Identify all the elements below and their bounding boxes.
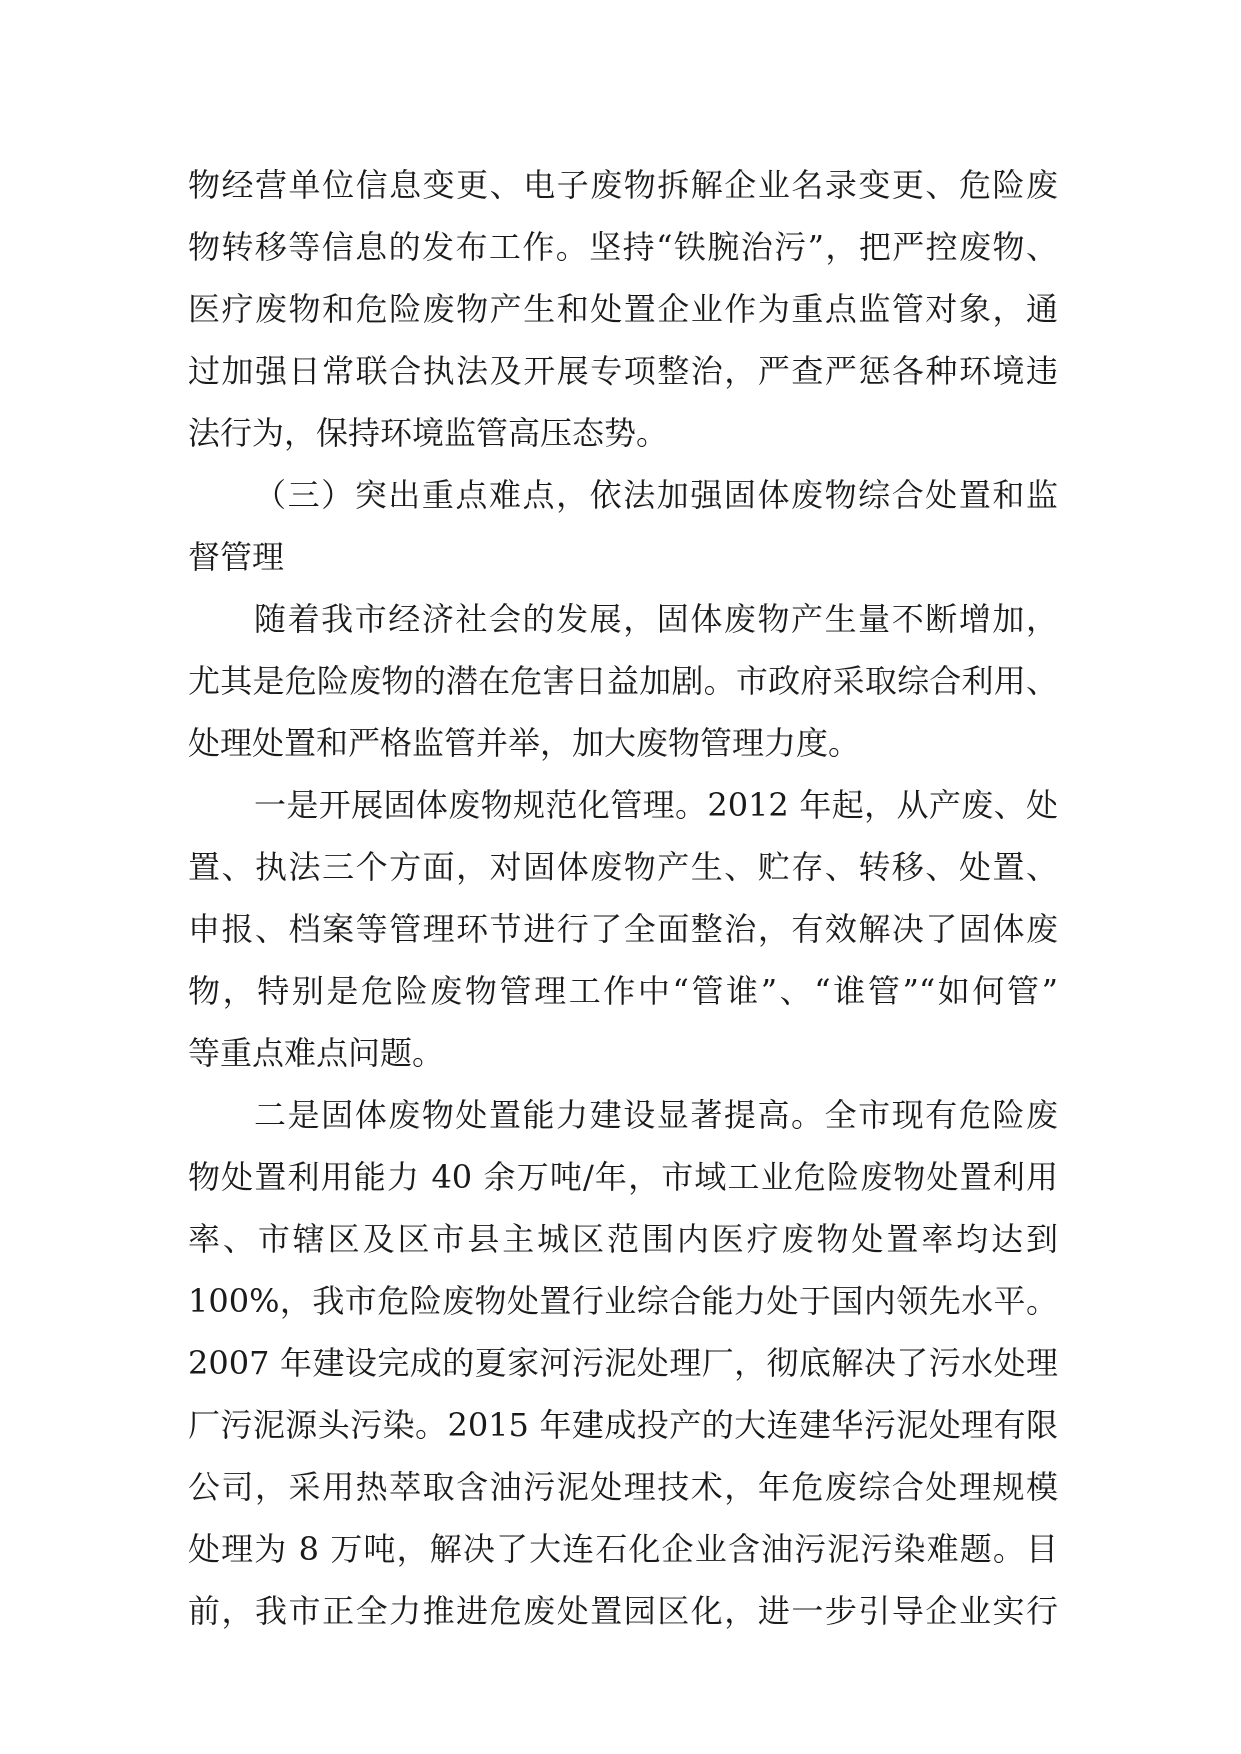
text-line: 等重点难点问题。 — [188, 1034, 445, 1072]
body-text — [188, 154, 1058, 1642]
text-line: 处理处置和严格监管并举，加大废物管理力度。 — [188, 724, 861, 762]
text-line: 法行为，保持环境监管高压态势。 — [188, 414, 669, 452]
text-line: 厂污泥源头污染。2015 年建成投产的大连建华污泥处理有限 — [188, 1406, 1058, 1444]
text-line: 公司，采用热萃取含油污泥处理技术，年危废综合处理规模 — [188, 1468, 1058, 1506]
paragraph-first-line: 二是固体废物处置能力建设显著提高。全市现有危险废 — [254, 1096, 1058, 1134]
text-line: 物转移等信息的发布工作。坚持“铁腕治污”，把严控废物、 — [188, 228, 1058, 266]
text-line: 医疗废物和危险废物产生和处置企业作为重点监管对象，通 — [188, 290, 1058, 328]
paragraph-first-line: 一是开展固体废物规范化管理。2012 年起，从产废、处 — [254, 786, 1058, 824]
paragraph-first-line: 随着我市经济社会的发展，固体废物产生量不断增加， — [254, 600, 1058, 638]
text-line: 尤其是危险废物的潜在危害日益加剧。市政府采取综合利用、 — [188, 662, 1058, 700]
text-line: 前，我市正全力推进危废处置园区化，进一步引导企业实行 — [188, 1592, 1058, 1630]
text-line: 物处置利用能力 40 余万吨/年，市域工业危险废物处置利用 — [188, 1158, 1058, 1196]
text-line: 100%，我市危险废物处置行业综合能力处于国内领先水平。 — [188, 1282, 1058, 1320]
text-line: 申报、档案等管理环节进行了全面整治，有效解决了固体废 — [188, 910, 1058, 948]
text-line: 过加强日常联合执法及开展专项整治，严查严惩各种环境违 — [188, 352, 1058, 390]
text-line: 率、市辖区及区市县主城区范围内医疗废物处置率均达到 — [188, 1220, 1058, 1258]
text-line: 2007 年建设完成的夏家河污泥处理厂，彻底解决了污水处理 — [188, 1344, 1058, 1382]
text-line: 物经营单位信息变更、电子废物拆解企业名录变更、危险废 — [188, 166, 1058, 204]
section-heading-continuation: 督管理 — [188, 538, 285, 576]
section-heading: （三）突出重点难点，依法加强固体废物综合处置和监 — [254, 476, 1058, 514]
text-line: 物，特别是危险废物管理工作中“管谁”、“谁管”“如何管” — [188, 972, 1058, 1010]
text-line: 置、执法三个方面，对固体废物产生、贮存、转移、处置、 — [188, 848, 1058, 886]
text-line: 处理为 8 万吨，解决了大连石化企业含油污泥污染难题。目 — [188, 1530, 1058, 1568]
